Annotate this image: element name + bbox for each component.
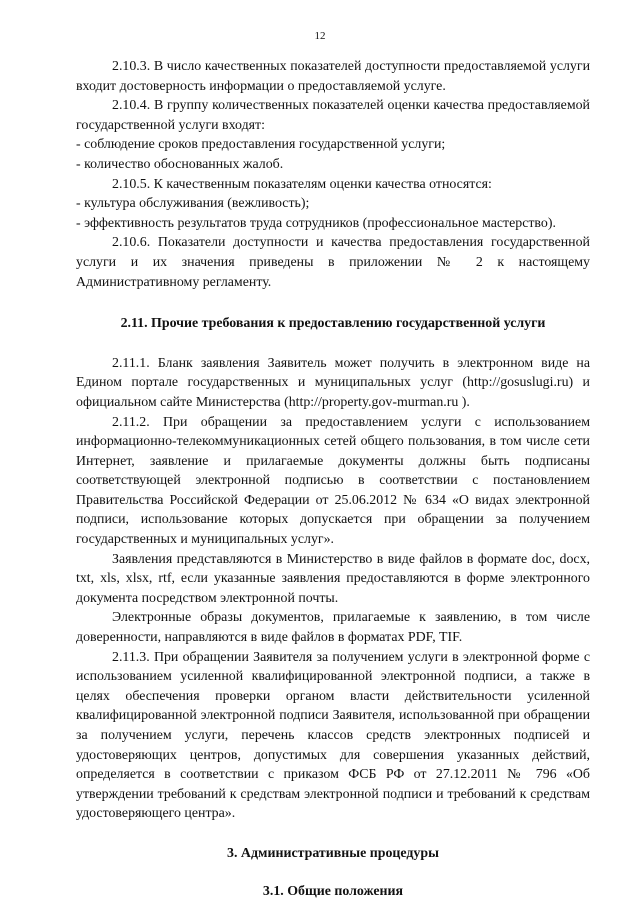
list-item: - эффективность результатов труда сотрудников (профессиональное мастерство). — [76, 215, 556, 231]
paragraph-2-10-5: 2.10.5. К качественным показателям оценки качества относятся: — [112, 176, 492, 192]
section-heading-3: 3. Административные процедуры — [227, 845, 439, 861]
paragraph-2-11-1: 2.11.1. Бланк заявления Заявитель может получить в электронном виде на Едином портале государственных и муниципальных услуг (http://gosuslugi.ru) и официальном сайте Министерства (http://property.gov-murman.ru ). — [76, 355, 590, 410]
list-item: - культура обслуживания (вежливость); — [76, 196, 310, 212]
paragraph-file-formats: Заявления представляются в Министерство в виде файлов в формате doc, docx, txt, xls, xlsx, rtf, если указанные заявления предоставляются в форме электронного документа посредством электронной почты. — [76, 551, 590, 606]
page-number: 12 — [314, 30, 326, 42]
document-body — [76, 57, 590, 901]
paragraph-2-11-3: 2.11.3. При обращении Заявителя за получением услуги в электронной форме с использованием усиленной квалифицированной электронной подписи, а также в целях обеспечения проверки органом власти действительности усиленной квалифицированной электронной подписи Заявителя, использованной при обращении за получением услуги, перечень классов средств электронных подписей и удостоверяющих центров, допустимых для совершения указанных действий, определяется в соответствии с приказом ФСБ РФ от 27.12.2011 № 796 «Об утверждении требований к средствам электронной подписи и требований к средствам удостоверяющего центра». — [76, 649, 590, 822]
section-heading-3-1: 3.1. Общие положения — [262, 883, 404, 899]
paragraph-2-10-3: 2.10.3. В число качественных показателей доступности предоставляемой услуги входит достоверность информации о предоставляемой услуге. — [76, 59, 590, 94]
section-heading-2-11: 2.11. Прочие требования к предоставлению государственной услуги — [120, 316, 546, 332]
list-item: - соблюдение сроков предоставления государственной услуги; — [76, 137, 446, 153]
list-item: - количество обоснованных жалоб. — [76, 156, 284, 172]
paragraph-2-11-2: 2.11.2. При обращении за предоставлением услуги с использованием информационно-телекоммуникационных сетей общего пользования, в том числе сети Интернет, заявление и прилагаемые документы должны быть подписаны соответствующей электронной подписью в соответствии с постановлением Правительства Российской Федерации от 25.06.2012 № 634 «О видах электронной подписи, использование которых допускается при обращении за получением государственных и муниципальных услуг». — [76, 414, 590, 548]
paragraph-2-10-6: 2.10.6. Показатели доступности и качества предоставления государственной услуги и их значения приведены в приложении № 2 к настоящему Административному регламенту. — [76, 235, 590, 290]
paragraph-2-10-4: 2.10.4. В группу количественных показателей оценки качества предоставляемой государственной услуги входят: — [76, 98, 590, 133]
paragraph-electronic-images: Электронные образы документов, прилагаемые к заявлению, в том числе доверенности, направляются в виде файлов в форматах PDF, TIF. — [76, 610, 590, 646]
